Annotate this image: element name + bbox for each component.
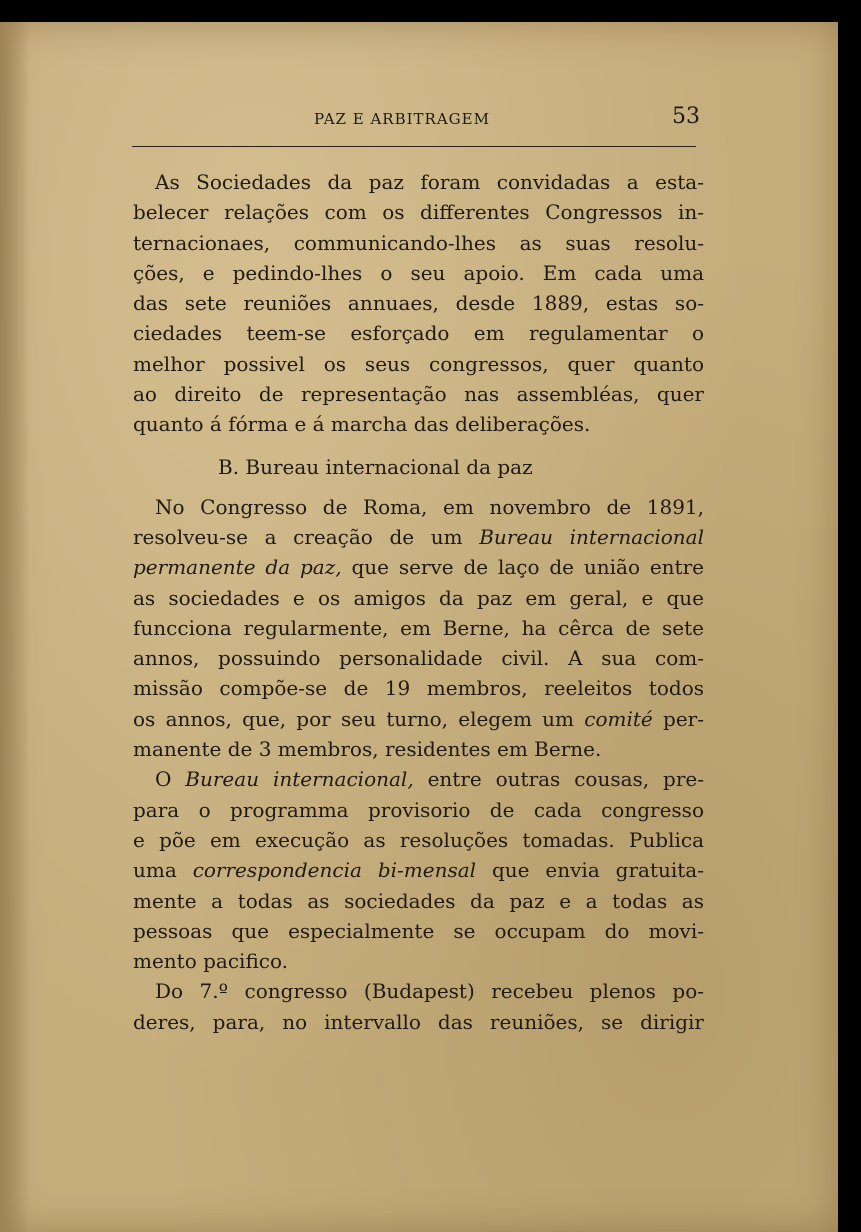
text-line: O Bureau internacional, entre outras cousas, pre- — [155, 767, 704, 792]
italic-term: comité — [584, 706, 653, 731]
text-line: melhor possivel os seus congressos, quer quanto — [133, 351, 704, 376]
text-line: funcciona regularmente, em Berne, ha cêrca de sete — [133, 615, 704, 640]
paragraph-4 — [133, 976, 704, 1037]
text-line: belecer relações com os differentes Congressos in- — [133, 200, 704, 225]
text-line: permanente da paz, que serve de laço de união entre — [133, 555, 704, 580]
text-line: pessoas que especialmente se occupam do movi- — [133, 918, 704, 943]
text-line: manente de 3 membros, residentes em Berne. — [133, 737, 602, 762]
text-line: ciedades teem-se esforçado em regulamentar o — [133, 321, 704, 346]
text-line: missão compõe-se de 19 membros, reeleitos todos — [133, 676, 704, 701]
text-line: Do 7.º congresso (Budapest) recebeu plenos po- — [155, 979, 704, 1004]
text-line: quanto á fórma e á marcha das deliberações. — [133, 412, 591, 437]
body-text — [133, 167, 704, 1037]
page-number: 53 — [672, 104, 700, 129]
paragraph-1 — [133, 167, 704, 440]
italic-term: Bureau internacional, — [185, 767, 414, 792]
text-line: mento pacifico. — [133, 949, 289, 974]
text-line: uma correspondencia bi-mensal que envia gratuita- — [133, 858, 704, 883]
page-edge-shadow — [0, 22, 30, 1232]
text-line: mente a todas as sociedades da paz e a todas as — [133, 888, 704, 913]
text-line: As Sociedades da paz foram convidadas a esta- — [155, 170, 704, 194]
text-line: No Congresso de Roma, em novembro de 1891, — [155, 494, 704, 519]
text-line: deres, para, no intervallo das reuniões, se dirigir — [133, 1009, 704, 1034]
text-line: os annos, que, por seu turno, elegem um comité per- — [133, 706, 704, 731]
text-line: para o programma provisorio de cada congresso — [133, 797, 704, 822]
text-line: ternacionaes, communicando-lhes as suas resolu- — [133, 230, 704, 255]
text-line: e põe em execução as resoluções tomadas. Publica — [133, 827, 704, 852]
running-head: PAZ E ARBITRAGEM — [314, 110, 490, 128]
paragraph-3 — [133, 764, 704, 976]
paragraph-2 — [133, 492, 704, 765]
text-line: annos, possuindo personalidade civil. A sua com- — [133, 646, 704, 671]
header-rule — [132, 146, 696, 147]
text-line: ao direito de representação nas assembléas, quer — [133, 382, 704, 407]
text-line: resolveu-se a creação de um Bureau internacional — [133, 524, 704, 549]
italic-term: correspondencia bi-mensal — [192, 858, 477, 883]
italic-term: permanente da paz, — [133, 555, 342, 580]
text-line: as sociedades e os amigos da paz em geral, e que — [133, 585, 704, 610]
text-line: ções, e pedindo-lhes o seu apoio. Em cada uma — [133, 260, 704, 285]
italic-term: Bureau internacional — [479, 524, 704, 549]
page-header — [0, 104, 838, 134]
text-line: das sete reuniões annuaes, desde 1889, estas so- — [133, 291, 704, 316]
section-heading: B. Bureau internacional da paz — [218, 454, 533, 479]
